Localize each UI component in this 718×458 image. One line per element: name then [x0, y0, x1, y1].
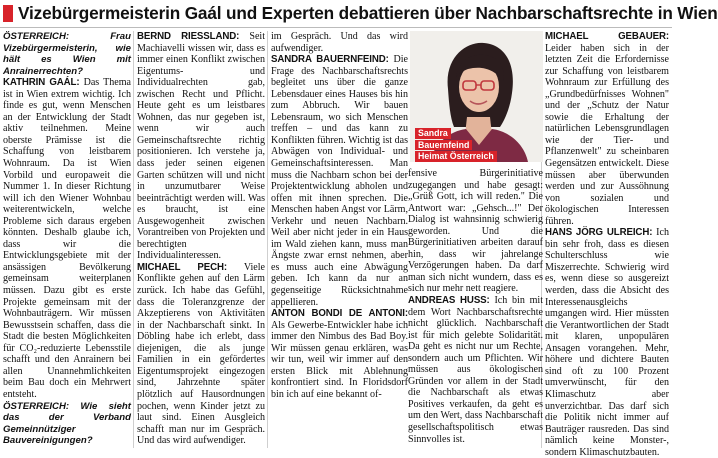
answer: [408, 295, 543, 445]
answer: [271, 308, 408, 400]
article-column-1: [3, 31, 131, 448]
answer-text: Viele Konflikte gehen auf den Lärm zurück. Ich habe das Gefühl, dass die Toleranzgrenze der Akzeptierens von Aktivitäten in der Nachbarschaft sinkt. In Döbling habe ich erlebt, dass diejenigen, die als junge Familien in ein gefördertes Eigentumsprojekt eingezogen sind, Jahrzehnte später plötzlich auf Hausordnungen pochen, wenn Kinder jetzt zu laut sind. Einen Ausgleich schafft man nur im Gespräch. Und das wird aufwendiger.: [137, 261, 265, 447]
article-column-3: [271, 31, 408, 448]
answer-text: fensive Bürgerinitiative zugegangen und habe gesagt: „Grüß Gott, ich will reden." Die Antwort war: „Gehsch...!" Der Dialog ist wahnsinnig schwierig geworden. Und die Bürgerinitiativen arbeiten darauf hin, dass wir jahrelange Verzögerungen haben. Da darf man sich nicht wundern, dass es sich nur mehr nett reagiere.: [408, 168, 543, 295]
caption-name-line-1: Sandra: [415, 128, 451, 139]
answer: [3, 77, 131, 400]
column-divider: [267, 31, 268, 448]
headline: Vizebürgermeisterin Gaál und Experten debattieren über Nachbarschaftsrechte in Wien: [18, 3, 718, 23]
answer: [271, 54, 408, 308]
answer-text: Leider haben sich in der letzten Zeit die Erfordernisse zur Schaffung von leistbarem Wohnraum zur Erfüllung des „Grundbedürfnisses Wohnen" und der „Schutz der Natur sowie die Erhaltung der natürlichen Lebensgrundlagen wie der Tier- und Pflanzenwelt" zu scheinbaren Gegensätzen entwickelt. Diese müssen aber überwunden werden und zur Aussöhnung von sozialen und ökologischen Interessen führen.: [545, 42, 669, 227]
question: [3, 31, 131, 77]
headline-accent-mark: [3, 5, 13, 22]
question-label: ÖSTERREICH:: [3, 400, 70, 412]
answer-text: Als Gewerbe-Entwickler habe ich immer den Nimbus des Bad Boy. Wir müssen genau erklären, was wir tun, weil wir immer auf den ersten Blick mit Ablehnung konfrontiert sind. In Floridsdorf bin ich auf eine bekannt of-: [271, 319, 408, 400]
speaker-name: ANTON BONDI DE ANTONI:: [271, 308, 408, 320]
question: [3, 401, 131, 447]
article-column-2: [137, 31, 265, 448]
question-text: Wie sieht das der Verband Gemeinnütziger Bauvereinigungen?: [3, 400, 131, 447]
answer-text: Die Frage des Nachbarschaftsrechts begleitet uns über die ganze Lebensdauer eines Hauses bis hin zum Abbruch. Wir bauen Lebensraum, wo sich Menschen treffen – und das kann zu Konflikten führen. Wichtig ist das Abwägen von Individual- und Gemeinschaftsinteressen. Man muss die Nachbarn schon bei der Projektentwicklung abholen und offen mit ihnen sprechen. Die Menschen haben Angst vor Lärm, Verkehr und neuen Nachbarn. Weil aber nicht jeder in ein Haus im Wald ziehen kann, muss man Ängste zwar ernst nehmen, aber es muss auch eine Abwägung geben. Ich kann da nur an gegenseitige Rücksichtnahme appellieren.: [271, 54, 408, 308]
answer: [545, 227, 669, 458]
article-column-5: [545, 31, 669, 458]
speaker-name: SANDRA BAUERNFEIND:: [271, 54, 389, 66]
column-divider: [133, 31, 134, 448]
answer-text: Seit Machiavelli wissen wir, dass es immer einen Konflikt zwischen Eigentums- und Individualrechten gab, zwischen Recht und Pflicht. Heute geht es um leistbares Wohnen, das nur gegeben ist, wenn wir auch Gemeinschaftsrechte richtig positionieren. Ich verstehe ja, dass jeder seinen eigenen Garten schützen will und nicht in unzumutbarer Weise beeinträchtigt werden will. Was es braucht, ist eine Ausgewogenheit zwischen Vorantreiben von Projekten und berechtigten Individualinteressen.: [137, 31, 265, 262]
answer: [545, 31, 669, 227]
speaker-name: BERND RIESSLAND:: [137, 31, 240, 42]
speaker-name: MICHAEL GEBAUER:: [545, 31, 669, 42]
caption-name-line-2: Bauernfeind: [415, 140, 472, 151]
caption-affiliation: Heimat Österreich: [415, 151, 497, 162]
answer: [137, 262, 265, 447]
answer: [137, 31, 265, 262]
answer-text: Ich bin sehr froh, dass es diesen Schulterschluss wie Miszerrechte. Schwierig wird es, wenn diese so ausgereizt werden, dass die Absicht des Interessenausgleichs umgangen wird. Hier müssten die Verantwortlichen der Stadt mit klaren, unpopulären Ansagen vorangehen. Mehr, höhere und dichtere Bauten sind oft zu 100 Prozent umverwünscht, für den Klimaschutz aber unverzichtbar. Das darf sich die Politik nicht immer auf Bauträger rausreden. Das sind nämlich keine Monster-, sondern Klimaschutzbauten.: [545, 227, 669, 458]
question-text: Frau Vizebürgermeisterin, wie hält es Wien mit Anrainerrechten?: [3, 31, 131, 77]
question-label: ÖSTERREICH:: [3, 31, 70, 42]
article-column-4: [408, 168, 543, 448]
speaker-name: MICHAEL PECH:: [137, 261, 227, 273]
speaker-name: ANDREAS HUSS:: [408, 295, 490, 307]
continued-text: im Gespräch. Und das wird aufwendiger.: [271, 31, 408, 54]
answer-text: Ich bin mit dem Wort Nachbarschaftsrechte nicht glücklich. Nachbarschaft ist für mich gelebte Solidarität. Da geht es nicht nur um Rechte, sondern auch um Pflichten. Wir müssen aus ökologischen Gründen vor allem in der Stadt die Nachbarschaft als etwas Positives verkaufen, da geht es um den Wert, dass Nachbarschaft gesellschaftspolitisch etwas Sinnvolles ist.: [408, 295, 544, 445]
speaker-name: HANS JÖRG ULREICH:: [545, 227, 653, 239]
answer-text: Das Thema ist in Wien extrem wichtig. Ich finde es gut, wenn Menschen an der Entwicklung der Stadt aktiv teilnehmen. Meine oberste Prämisse ist die Schaffung von leistbarem Wohnraum. Da ist Wien Vorbild und europaweit die Nummer 1. In dieser Richtung will ich den Wiener Wohnbau weiterentwickeln, welche Probleme sich daraus ergeben könnten. Deshalb glaube ich, dass wir die Entwicklungsgebiete mit der ansässigen Bevölkerung gemeinsam weiterplanen müssen. Dazu gibt es erste Projekte gemeinsam mit der Wohnbauträgern. Wir müssen Bewusstsein schaffen, dass die Stadt die besten Möglichkeiten für CO₂-reduzierte Lebensstile schafft und den Anrainern bei allen Unannehmlichkeiten beim Bau doch ein Mehrwert entsteht.: [3, 77, 131, 400]
headline-bar: [0, 0, 718, 28]
speaker-name: KATHRIN GAÁL:: [3, 77, 80, 89]
photo-caption: [415, 128, 497, 163]
